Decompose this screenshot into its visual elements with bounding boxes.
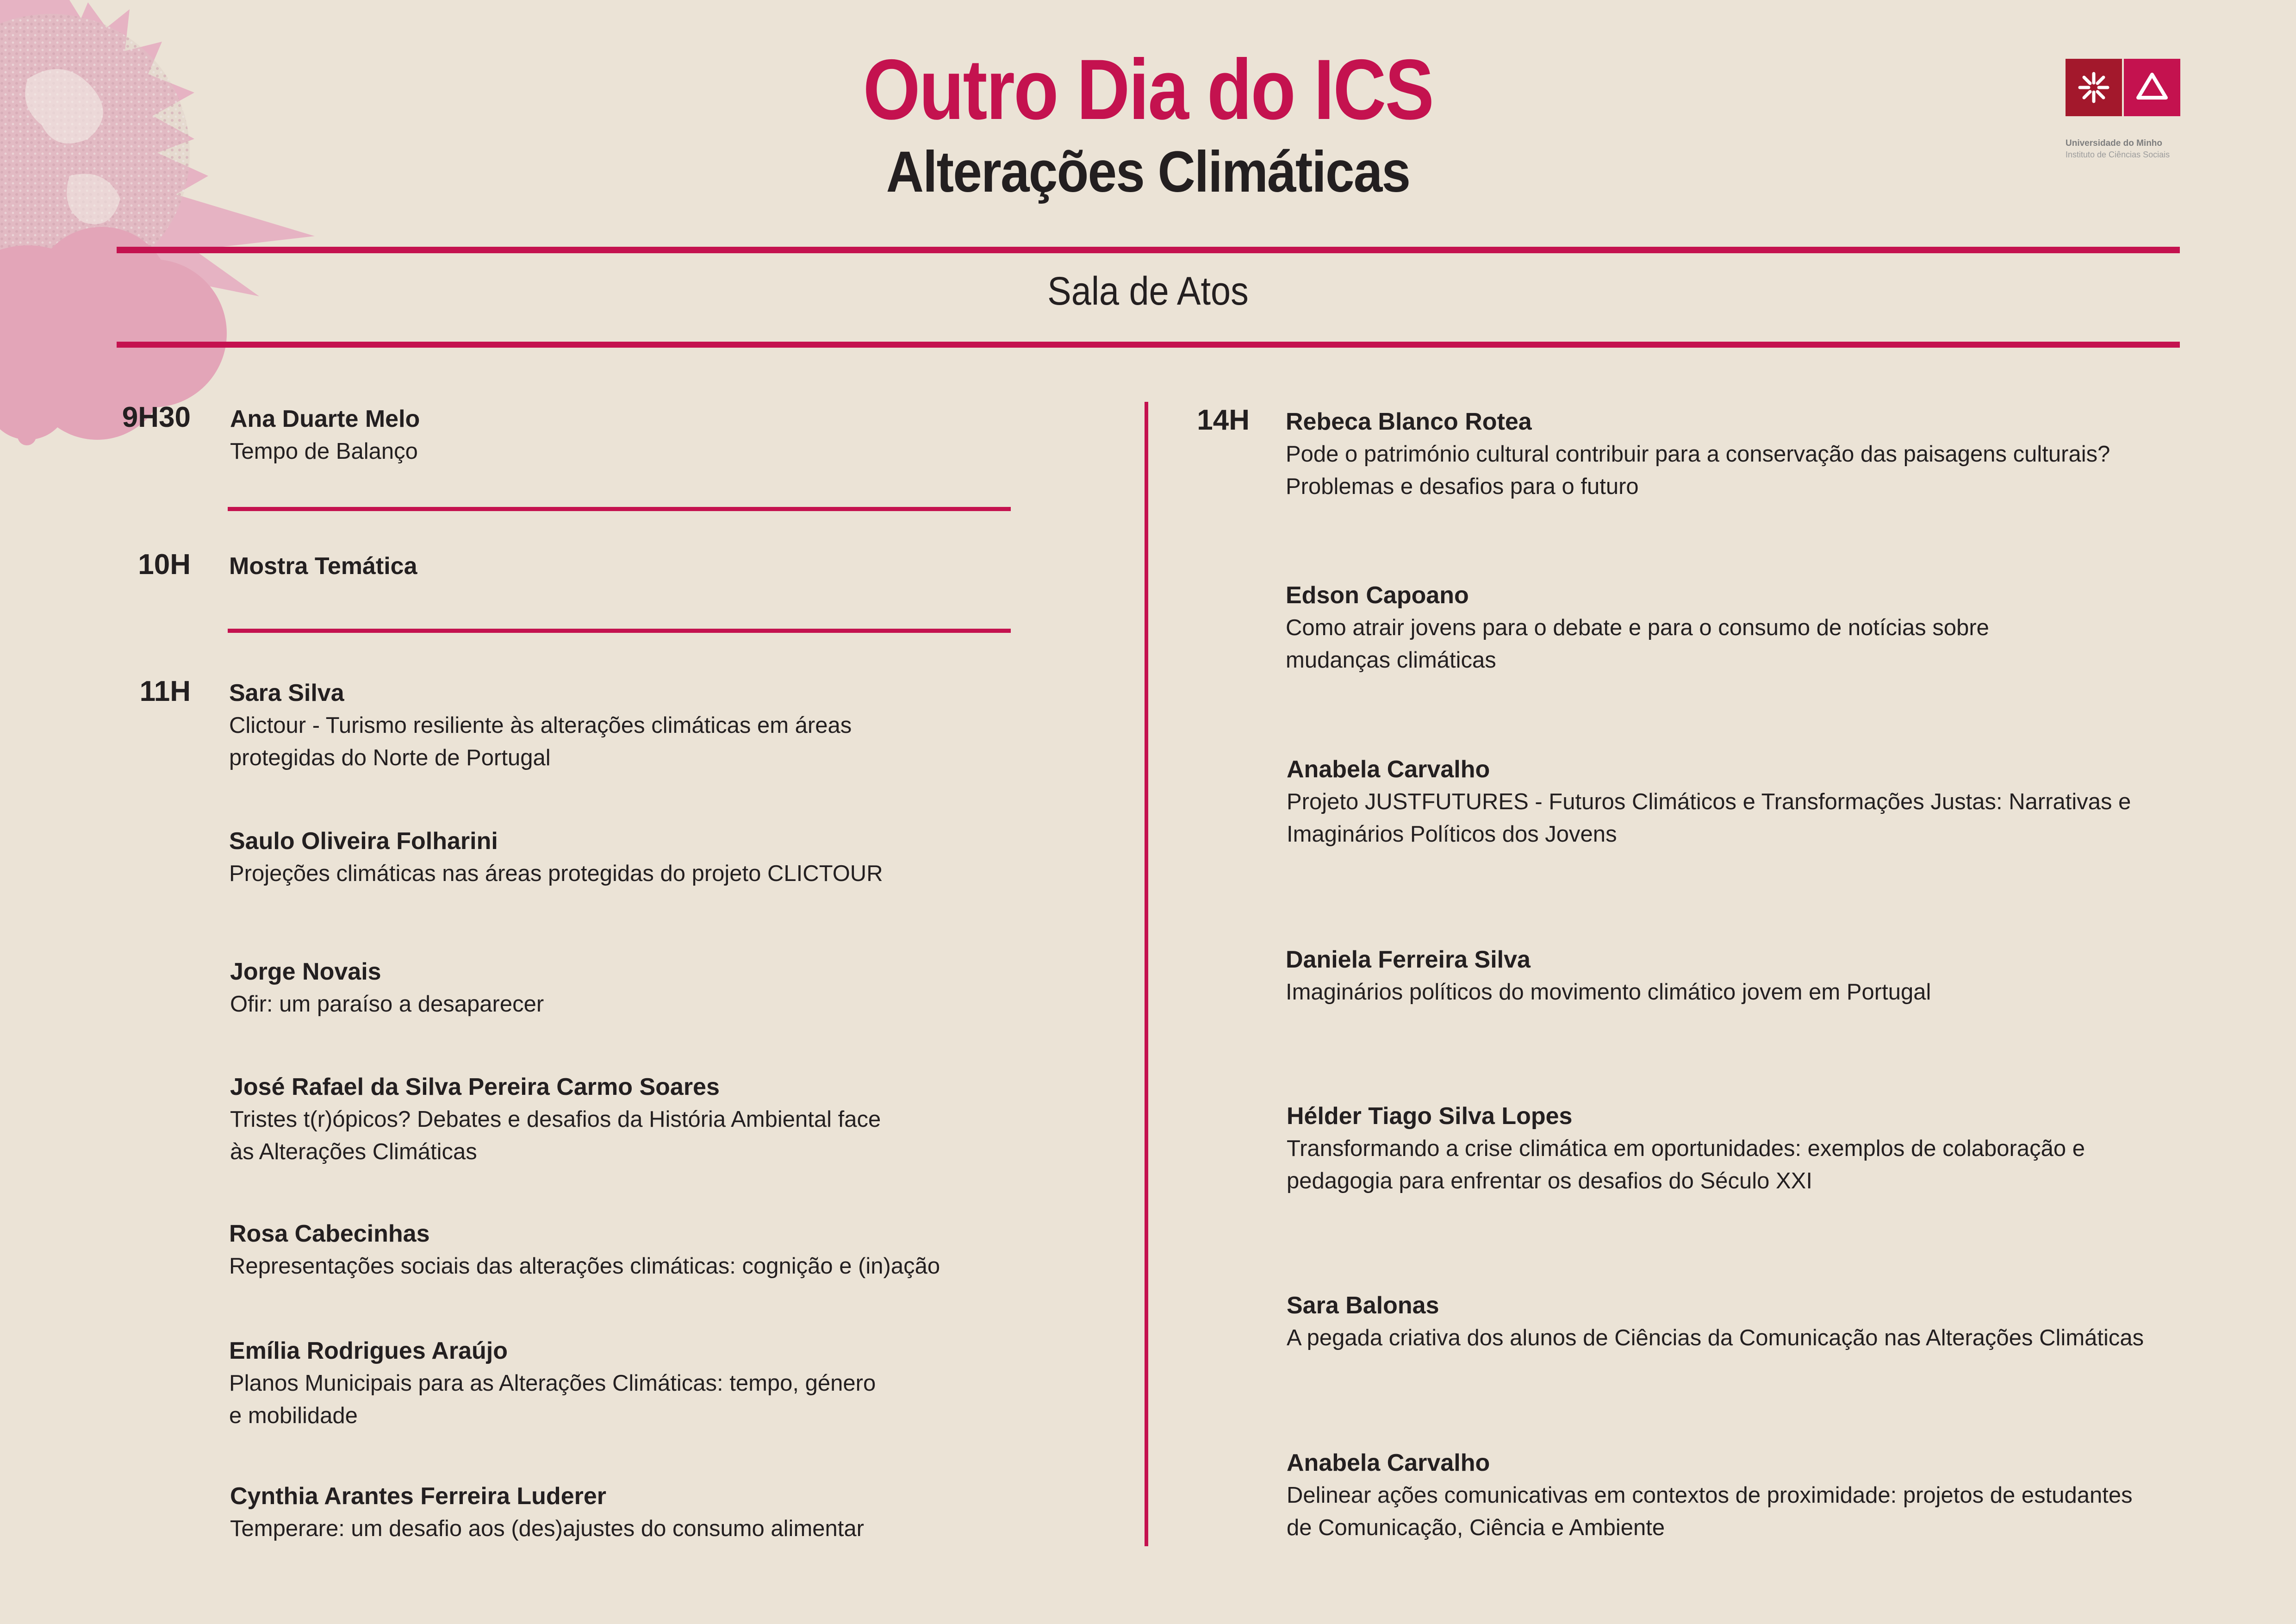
talk-title-line: e mobilidade — [229, 1403, 358, 1428]
speaker-name: Sara Silva — [229, 680, 344, 706]
talk-title-line: A pegada criativa dos alunos de Ciências da Comunicação nas Alterações Climáticas — [1287, 1325, 2144, 1350]
logo-institute-name: Instituto de Ciências Sociais — [2066, 150, 2170, 159]
program-item — [229, 677, 852, 774]
program-item — [1286, 406, 2110, 503]
talk-title-line: Delinear ações comunicativas em contextos de proximidade: projetos de estudantes — [1287, 1483, 2133, 1508]
program-item — [1287, 1100, 2085, 1197]
program-item — [230, 1071, 881, 1168]
page-title: Outro Dia do ICS — [863, 42, 1433, 137]
program-item — [1286, 943, 1931, 1008]
time-slot-11: 11H — [139, 675, 191, 707]
speaker-name: Daniela Ferreira Silva — [1286, 946, 1531, 973]
logo-box-left — [2066, 59, 2122, 116]
talk-title-line: Ofir: um paraíso a desaparecer — [230, 992, 544, 1017]
talk-title-line: Transformando a crise climática em oportunidades: exemplos de colaboração e — [1287, 1136, 2085, 1161]
speaker-name: Anabela Carvalho — [1287, 1449, 1490, 1476]
time-slot-0930: 9H30 — [122, 401, 191, 433]
talk-title-line: Representações sociais das alterações climáticas: cognição e (in)ação — [229, 1254, 940, 1279]
speaker-name: Anabela Carvalho — [1287, 756, 1490, 783]
program-item — [229, 825, 883, 890]
time-slot-10: 10H — [138, 549, 191, 581]
morning-divider-2 — [228, 629, 1011, 633]
talk-title-line: Planos Municipais para as Alterações Climáticas: tempo, género — [229, 1371, 876, 1396]
program-item — [230, 1480, 864, 1545]
talk-title-line: Imaginários Políticos dos Jovens — [1287, 822, 1617, 847]
speaker-name: Edson Capoano — [1286, 582, 1469, 609]
logo-university-name: Universidade do Minho — [2066, 138, 2163, 148]
venue-label: Sala de Atos — [1047, 269, 1249, 313]
talk-title-line: às Alterações Climáticas — [230, 1139, 477, 1164]
talk-title-line: Temperare: um desafio aos (des)ajustes do consumo alimentar — [230, 1516, 864, 1541]
talk-title-line: protegidas do Norte de Portugal — [229, 745, 551, 770]
talk-title-line: Projeções climáticas nas áreas protegidas do projeto CLICTOUR — [229, 861, 883, 886]
column-divider — [1145, 402, 1148, 1546]
program-item — [230, 403, 420, 468]
program-item — [1287, 753, 2131, 850]
logo-box-right — [2124, 59, 2180, 116]
program-item — [1287, 1447, 2133, 1544]
talk-title-line: Tempo de Balanço — [230, 439, 418, 464]
speaker-name: Rosa Cabecinhas — [229, 1220, 430, 1247]
speaker-name: Sara Balonas — [1287, 1292, 1439, 1319]
talk-title-line: Clictour - Turismo resiliente às alterações climáticas em áreas — [229, 713, 852, 738]
talk-title-line: Projeto JUSTFUTURES - Futuros Climáticos e Transformações Justas: Narrativas e — [1287, 789, 2131, 814]
program-item — [229, 1335, 876, 1432]
triangle-icon — [2124, 59, 2180, 116]
program-item — [1286, 579, 1989, 676]
speaker-name: Mostra Temática — [229, 553, 417, 580]
speaker-name: Hélder Tiago Silva Lopes — [1287, 1103, 1573, 1130]
speaker-name: Emília Rodrigues Araújo — [229, 1337, 508, 1364]
program-item — [1287, 1289, 2144, 1354]
talk-title-line: mudanças climáticas — [1286, 648, 1496, 673]
venue-bottom-divider — [117, 342, 2180, 348]
time-slot-14: 14H — [1197, 404, 1250, 436]
speaker-name: Saulo Oliveira Folharini — [229, 828, 498, 855]
talk-title-line: Problemas e desafios para o futuro — [1286, 474, 1639, 499]
speaker-name: José Rafael da Silva Pereira Carmo Soares — [230, 1074, 720, 1100]
speaker-name: Rebeca Blanco Rotea — [1286, 408, 1532, 435]
star-burst-icon — [2066, 59, 2122, 116]
page-subtitle: Alterações Climáticas — [886, 140, 1410, 204]
program-item — [229, 550, 417, 582]
morning-divider-1 — [228, 507, 1011, 511]
program-item — [230, 956, 544, 1020]
talk-title-line: Imaginários políticos do movimento climático jovem em Portugal — [1286, 980, 1931, 1005]
speaker-name: Cynthia Arantes Ferreira Luderer — [230, 1483, 607, 1510]
talk-title-line: Como atrair jovens para o debate e para o consumo de notícias sobre — [1286, 615, 1989, 640]
program-item — [229, 1218, 940, 1282]
speaker-name: Jorge Novais — [230, 958, 381, 985]
talk-title-line: de Comunicação, Ciência e Ambiente — [1287, 1515, 1665, 1540]
talk-title-line: pedagogia para enfrentar os desafios do Século XXI — [1287, 1168, 1812, 1193]
talk-title-line: Tristes t(r)ópicos? Debates e desafios da História Ambiental face — [230, 1107, 881, 1132]
speaker-name: Ana Duarte Melo — [230, 406, 420, 432]
talk-title-line: Pode o património cultural contribuir para a conservação das paisagens culturais? — [1286, 442, 2110, 467]
top-divider — [117, 247, 2180, 253]
